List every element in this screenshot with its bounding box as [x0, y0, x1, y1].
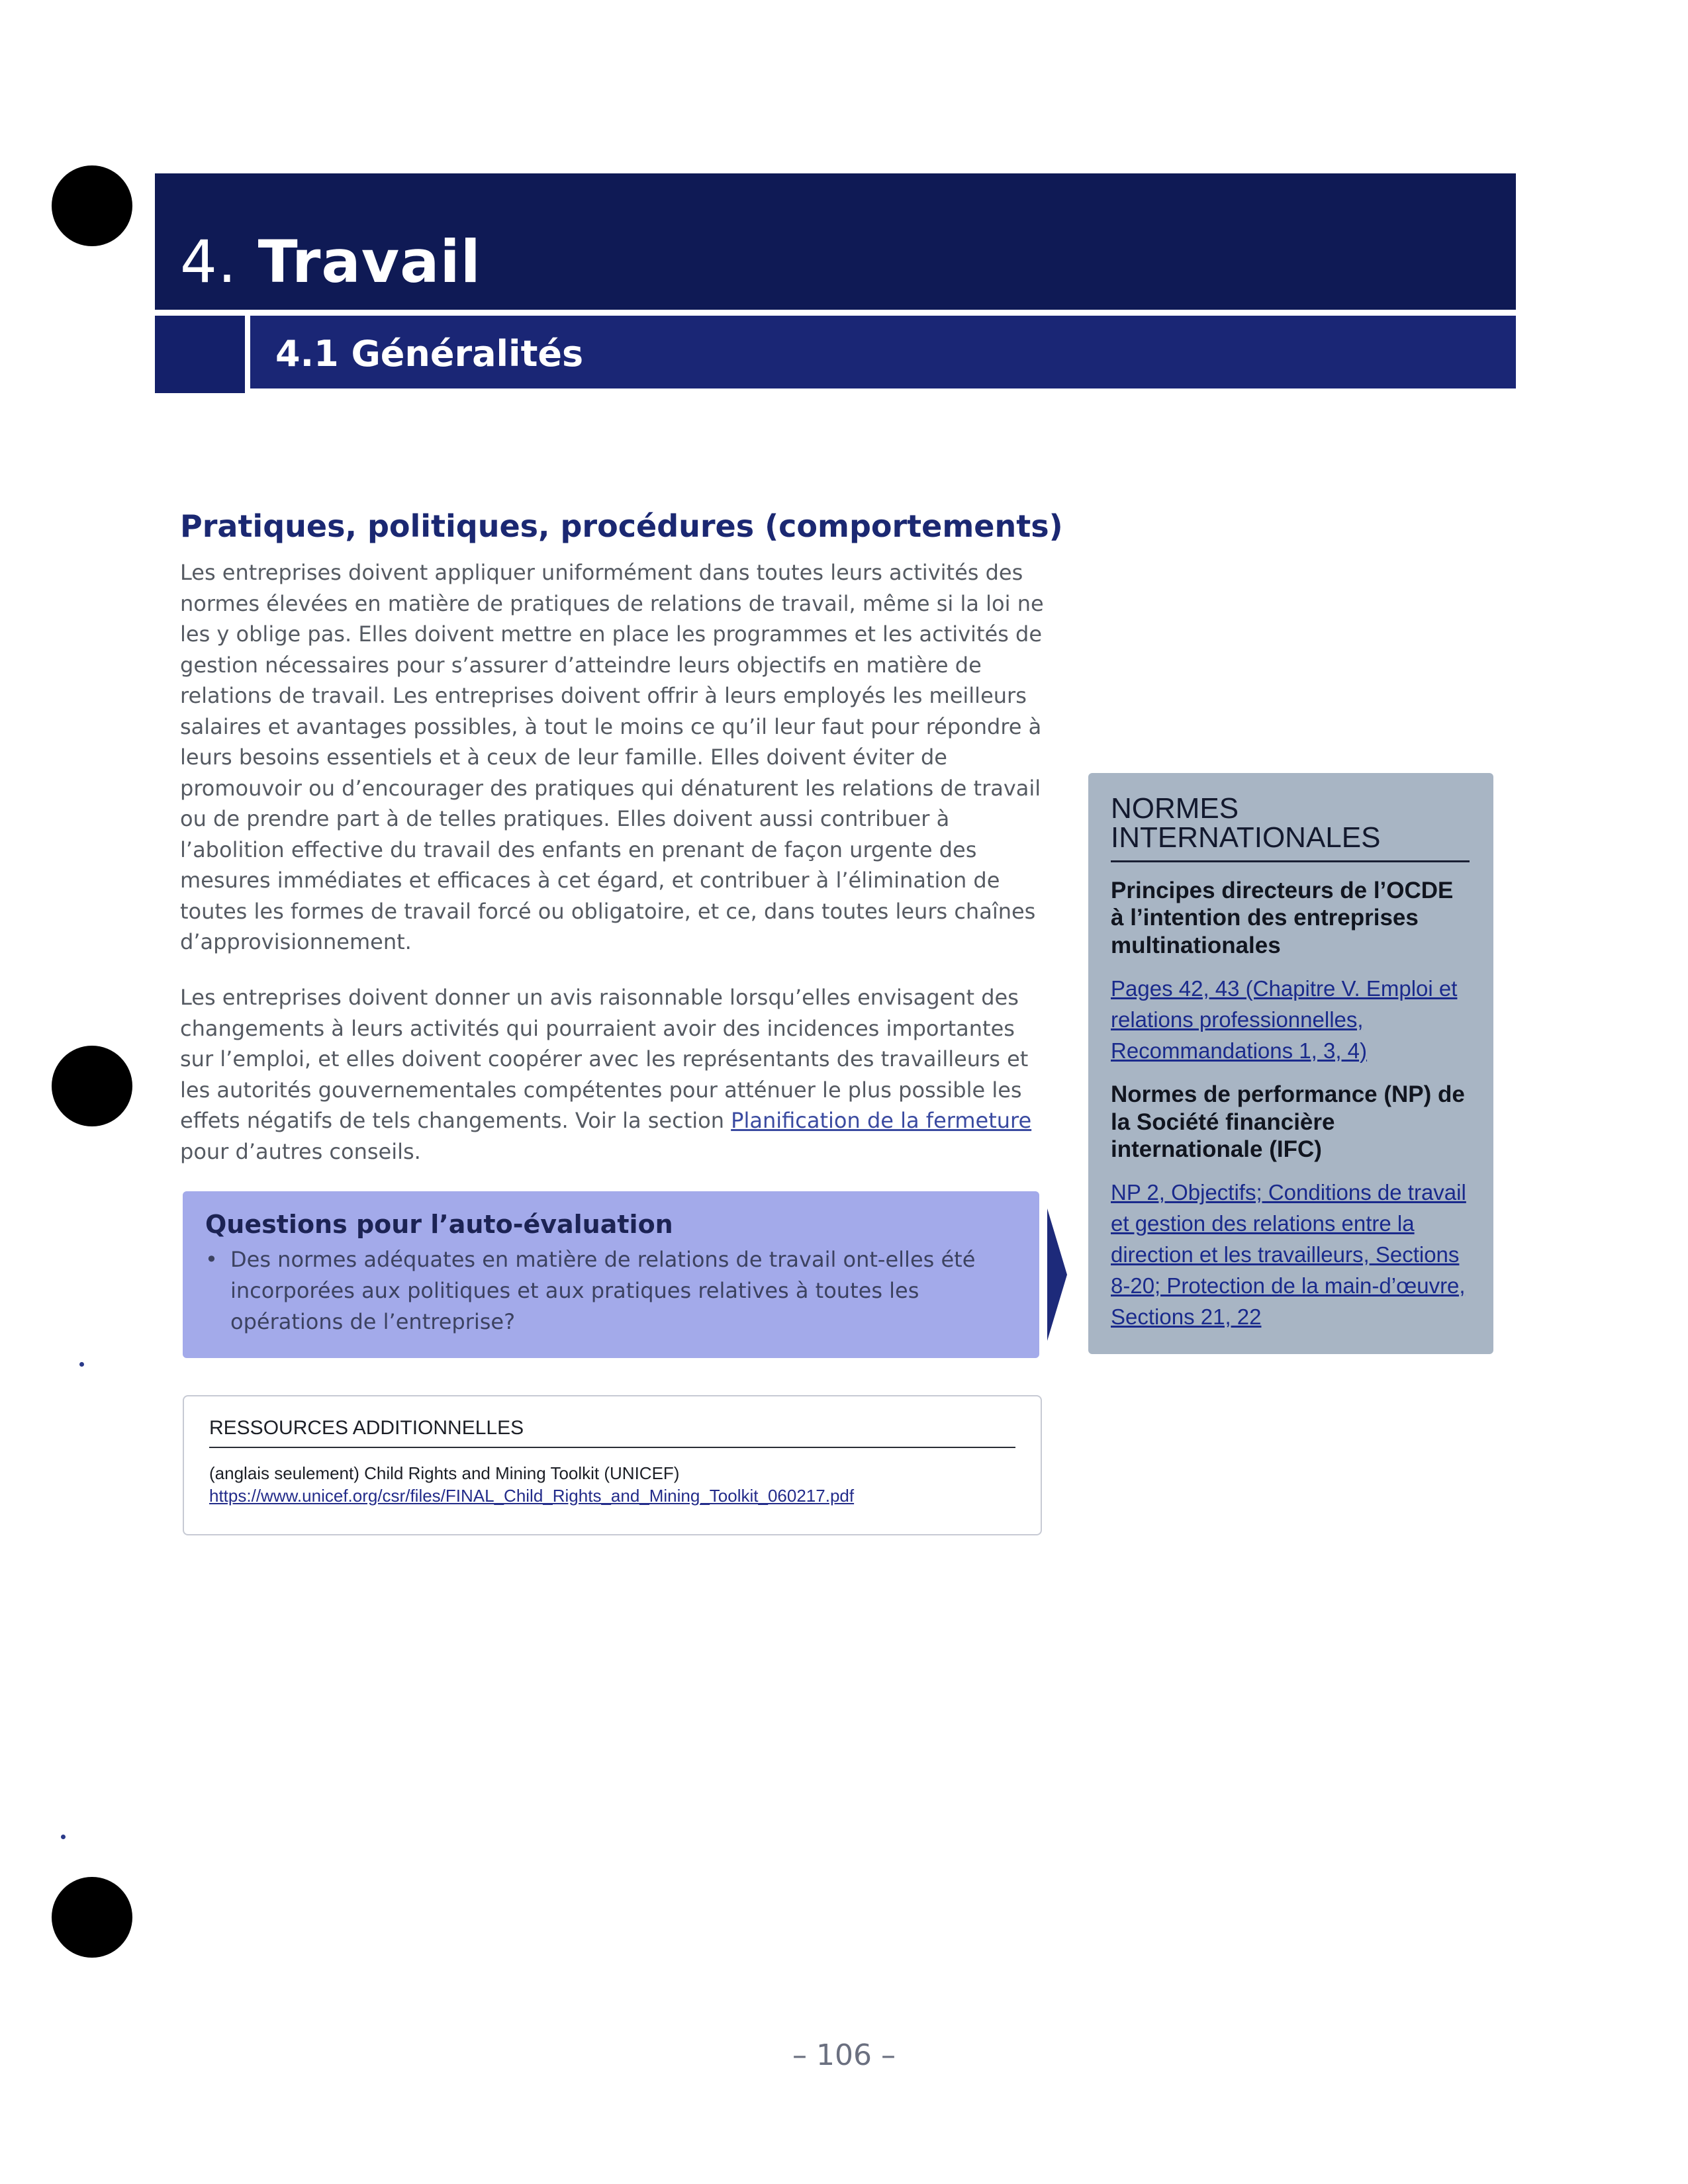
binder-hole-bottom	[52, 1877, 132, 1958]
self-assessment-question: • Des normes adéquates en matière de relations de travail ont-elles été incorporées aux politiques et aux pratiques relatives à toutes les opérations de l’entreprise?	[205, 1244, 1025, 1338]
page-number: – 106 –	[792, 2038, 896, 2072]
sidebar-link-ifc[interactable]: NP 2, Objectifs; Conditions de travail et gestion des relations entre la direction et les travailleurs, Sections 8-20; Protection de la main-d’œuvre, Sections 21, 22	[1111, 1180, 1466, 1329]
international-standards-sidebar	[1088, 773, 1493, 1354]
scan-speck	[61, 1835, 66, 1839]
self-assessment-title: Questions pour l’auto-évaluation	[205, 1210, 673, 1239]
closure-planning-link[interactable]: Planification de la fermeture	[731, 1108, 1032, 1133]
section-banner-tab	[155, 316, 245, 393]
chapter-name: Travail	[258, 228, 481, 296]
sidebar-subheading-oecd: Principes directeurs de l’OCDE à l’intention des entreprises multinationales	[1111, 878, 1454, 958]
binder-hole-middle	[52, 1046, 132, 1126]
binder-hole-top	[52, 165, 132, 246]
chapter-number: 4.	[180, 228, 237, 296]
additional-resources-title: RESSOURCES ADDITIONNELLES	[209, 1416, 1015, 1448]
resource-item-text: (anglais seulement) Child Rights and Mining Toolkit (UNICEF)	[209, 1463, 680, 1483]
self-assessment-box	[183, 1191, 1039, 1358]
self-assessment-list	[205, 1244, 1018, 1338]
paragraph-2-text-end: pour d’autres conseils.	[180, 1138, 421, 1164]
chapter-title	[180, 228, 481, 296]
paragraph-2-text-start: Les entreprises doivent donner un avis raisonnable lorsqu’elles envisagent des changements à leurs activités qui pourraient avoir des incidences importantes sur l’emploi, et elles doivent coopérer avec les représentants des travailleurs et les autorités gouvernementales compétentes pour atténuer le plus possible les effets négatifs de tels changements. Voir la section	[180, 985, 1029, 1133]
resource-item-link[interactable]: https://www.unicef.org/csr/files/FINAL_Child_Rights_and_Mining_Toolkit_060217.pdf	[209, 1485, 855, 1506]
sidebar-subheading-ifc: Normes de performance (NP) de la Société financière internationale (IFC)	[1111, 1081, 1465, 1163]
section-title: 4.1 Généralités	[275, 333, 584, 375]
additional-resources-box	[183, 1395, 1042, 1535]
scan-speck	[79, 1362, 84, 1367]
arrow-right-icon	[1047, 1208, 1067, 1341]
body-paragraph-1: Les entreprises doivent appliquer uniformément dans toutes leurs activités des normes élevées en matière de pratiques de relations de travail, même si la loi ne les y oblige pas. Elles doivent mettre en place les programmes et les activités de gestion nécessaires pour s’assurer d’atteindre leurs objectifs en matière de relations de travail. Les entreprises doivent offrir à leurs employés les meilleurs salaires et avantages possibles, à tout le moins ce qu’il leur faut pour répondre à leurs besoins essentiels et à ceux de leur famille. Elles doivent éviter de promouvoir ou d’encourager des pratiques qui dénaturent les relations de travail ou de prendre part à de telles pratiques. Elles doivent aussi contribuer à l’abolition effective du travail des enfants en prenant de façon urgente des mesures immédiates et efficaces à cet égard, et contribuer à l’élimination de toutes les formes de travail forcé ou obligatoire, et ce, dans toutes leurs chaînes d’approvisionnement.	[180, 560, 1044, 954]
sidebar-title: NORMES INTERNATIONALES	[1111, 794, 1470, 862]
main-heading: Pratiques, politiques, procédures (comportements)	[180, 508, 1063, 544]
sidebar-link-oecd[interactable]: Pages 42, 43 (Chapitre V. Emploi et relations professionnelles, Recommandations 1, 3, 4)	[1111, 976, 1458, 1063]
body-paragraph-2	[180, 982, 1047, 1167]
